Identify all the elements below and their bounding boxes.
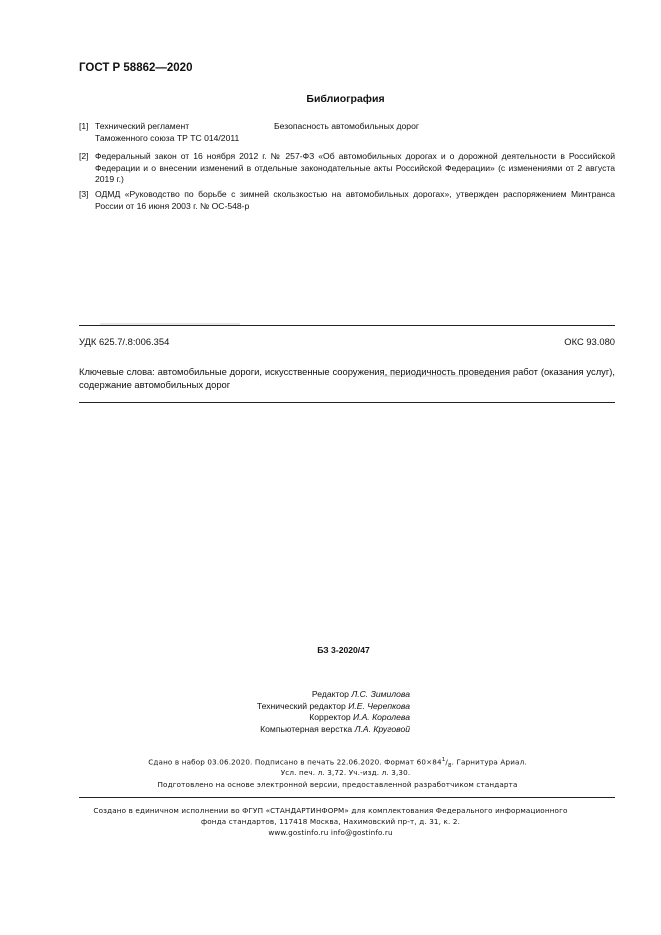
staff-corrector (200, 712, 410, 724)
standard-designation: ГОСТ Р 58862—2020 (79, 62, 193, 74)
imprint-font: . Гарнитура Ариал. (451, 757, 527, 767)
staff-name: Л.С. Зимилова (351, 689, 410, 699)
staff-editor (200, 689, 410, 701)
ref-source-line2: Таможенного союза ТР ТС 014/2011 (95, 132, 240, 143)
ref-number: [1] (79, 121, 89, 131)
bibliography-ref-1 (79, 121, 615, 144)
staff-label: Компьютерная верстка (260, 723, 353, 734)
divider-publisher (79, 797, 615, 798)
staff-name: Л.А. Круговой (354, 723, 410, 734)
staff-label: Технический редактор (256, 700, 346, 711)
bibliography-ref-2 (79, 151, 615, 186)
divider-keywords (79, 402, 615, 403)
bibliography-ref-3 (79, 189, 615, 212)
staff-label: Редактор (311, 689, 349, 699)
imprint-line-3: Подготовлено на основе электронной версии, предоставленной разработчиком стандарта (157, 780, 518, 789)
staff-tech-editor (200, 701, 410, 713)
imprint-dates: Сдано в набор 03.06.2020. Подписано в печать 22.06.2020. Формат 60×84 (148, 757, 442, 767)
staff-list (200, 689, 410, 735)
staff-name: И.А. Королева (353, 712, 410, 722)
udk-code: УДК 625.7/.8:006.354 (79, 336, 170, 347)
publisher-line-2: фонда стандартов, 117418 Москва, Нахимовский пр-т, д. 31, к. 2. (200, 817, 461, 826)
divider-top (79, 325, 615, 326)
oks-code: ОКС 93.080 (564, 336, 615, 347)
ref-title: Безопасность автомобильных дорог (274, 121, 419, 131)
keywords: Ключевые слова: автомобильные дороги, искусственные сооружения, периодичность проведения работ (оказания услуг), содержание автомобильных дорог (79, 366, 615, 390)
bibliography-title: Библиография (306, 93, 385, 105)
format-sub: 8 (447, 762, 452, 769)
staff-name: И.Е. Черепкова (348, 700, 410, 711)
staff-label: Корректор (309, 712, 351, 722)
ref-source-line1: Технический регламент (95, 121, 190, 131)
publisher-line-1: Создано в единичном исполнении во ФГУП «СТАНДАРТИНФОРМ» для комплектования Федерального информационного (93, 806, 568, 815)
ref-text: ОДМД «Руководство по борьбе с зимней скользкостью на автомобильных дорогах», утвержден распоряжением Минтранса России от 16 июня 2003 г. № ОС-548-р (95, 189, 615, 211)
staff-layout (200, 724, 410, 736)
imprint-line-2: Усл. печ. л. 3,72. Уч.-изд. л. 3,30. (280, 768, 411, 777)
bz-number: БЗ 3-2020/47 (317, 645, 370, 655)
ref-text: Федеральный закон от 16 ноября 2012 г. № 257-ФЗ «Об автомобильных дорогах и о дорожной деятельности в Российской Федерации и о внесении изменений в отдельные законодательные акты Российской Федерации» (с изменениями от 2 августа 2019 г.) (95, 151, 615, 185)
publisher-contacts: www.gostinfo.ru info@gostinfo.ru (268, 828, 393, 837)
format-sup: 1 (441, 757, 446, 763)
ref-number: [2] (79, 151, 89, 161)
ref-number: [3] (79, 189, 89, 199)
imprint-line-1: Сдано в набор 03.06.2020. Подписано в печать 22.06.2020. Формат $60\times 84^1/_8$. Гарнитура Ариал. (148, 757, 527, 769)
